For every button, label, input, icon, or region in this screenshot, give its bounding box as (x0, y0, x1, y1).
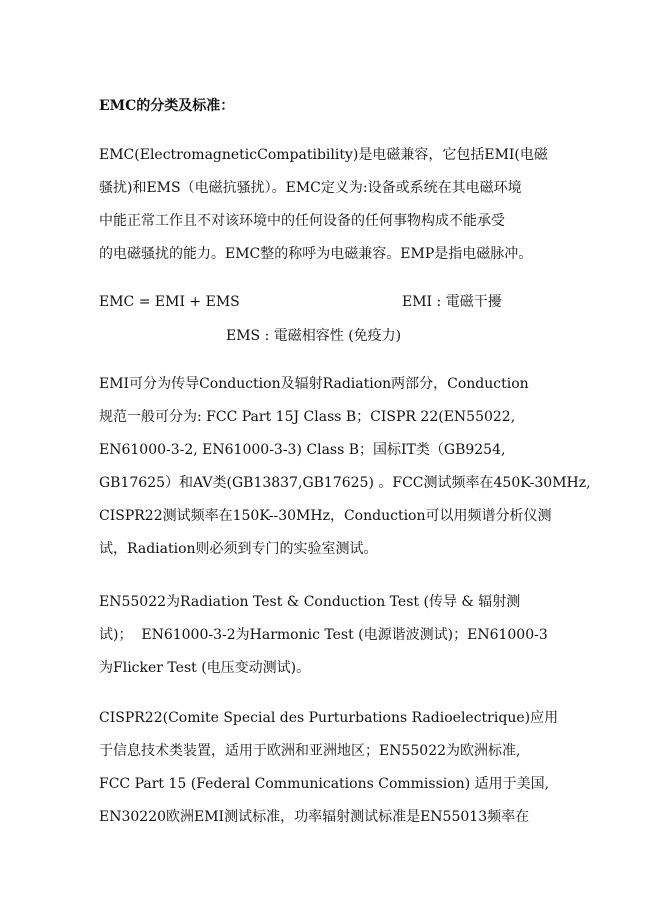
emi-paragraph-line-2: 规范一般可分为: FCC Part 15J Class B；CISPR 22(EN55022, (99, 409, 516, 425)
en55022-line-3: 为Flicker Test (电压变动测试)。 (99, 660, 311, 676)
emi-paragraph-line-3: EN61000-3-2, EN61000-3-3) Class B；国标IT类（GB9254, (99, 442, 506, 458)
emi-paragraph-line-4: GB17625）和AV类(GB13837,GB17625) 。FCC测试频率在450K-30MHz, (99, 475, 591, 491)
en55022-line-1: EN55022为Radiation Test & Conduction Test (传导 & 辐射测 (99, 594, 521, 610)
emi-paragraph-line-5: CISPR22测试频率在150K--30MHz，Conduction可以用频谱分析仪测 (99, 508, 552, 524)
intro-line-2: 骚扰)和EMS（电磁抗骚扰）。EMC定义为:设备或系统在其电磁环境 (99, 180, 522, 196)
emc-equation: EMC = EMI + EMS (99, 294, 240, 310)
intro-line-1: EMC(ElectromagneticCompatibility)是电磁兼容，它包括EMI(电磁 (99, 147, 548, 163)
cispr-line-1: CISPR22(Comite Special des Purturbations Radioelectrique)应用 (99, 710, 559, 726)
emi-paragraph-line-6: 试，Radiation则必须到专门的实验室测试。 (99, 541, 378, 557)
cispr-line-3: FCC Part 15 (Federal Communications Commission) 适用于美国, (99, 776, 550, 792)
en55022-line-2: 试)； EN61000-3-2为Harmonic Test (电源谐波测试)；EN61000-3 (99, 627, 548, 643)
emi-label: EMI : 電磁干擾 (402, 294, 502, 310)
intro-line-4: 的电磁骚扰的能力。EMC整的称呼为电磁兼容。EMP是指电磁脉冲。 (99, 246, 533, 262)
document-heading: EMC的分类及标准： (99, 98, 235, 114)
emi-paragraph-line-1: EMI可分为传导Conduction及辐射Radiation两部分，Conduction (99, 376, 529, 392)
cispr-line-2: 于信息技术类装置，适用于欧洲和亚洲地区；EN55022为欧洲标准, (99, 743, 521, 759)
ems-label: EMS : 電磁相容性 (免疫力) (226, 328, 402, 344)
cispr-line-4: EN30220欧洲EMI测试标准，功率辐射测试标准是EN55013频率在 (99, 809, 530, 825)
intro-line-3: 中能正常工作且不对该环境中的任何设备的任何事物构成不能承受 (99, 213, 505, 229)
